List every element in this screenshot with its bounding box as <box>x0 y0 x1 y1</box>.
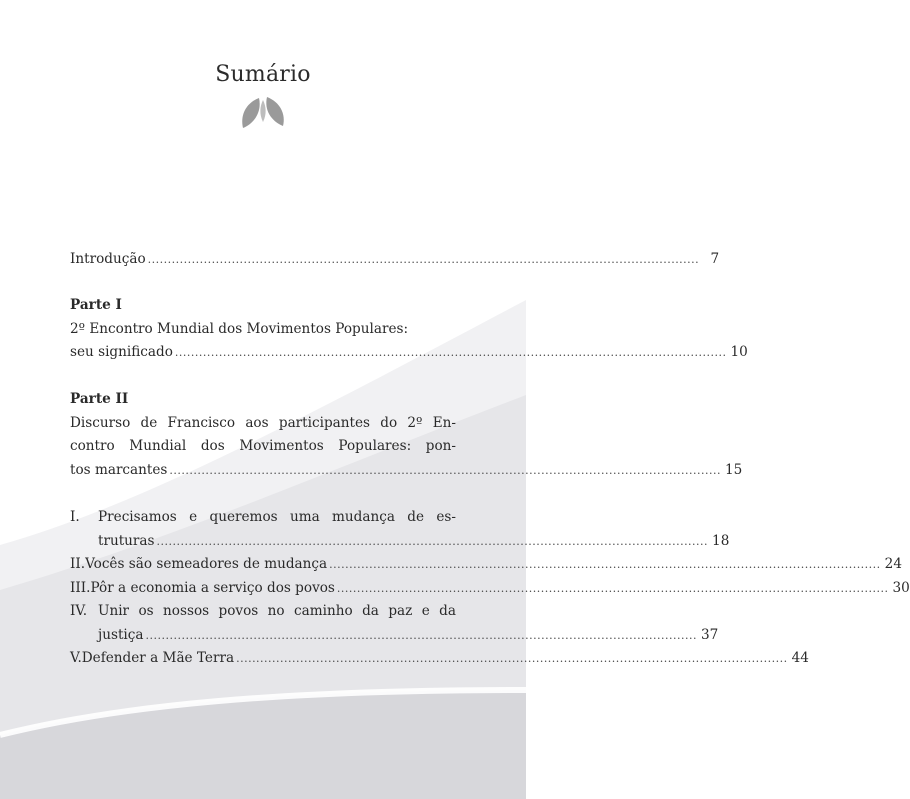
toc-item-line <box>70 506 456 530</box>
page-number: 15 <box>724 461 743 478</box>
toc-entry-item-4[interactable] <box>70 624 719 648</box>
entry-line: Precisamos e queremos uma mudança de es- <box>98 509 456 525</box>
page-number: 7 <box>710 251 720 267</box>
page-number: 44 <box>791 650 809 666</box>
entry-label: Vocês são semeadores de mudança <box>85 556 328 572</box>
entry-label: Defender a Mãe Terra <box>81 650 235 666</box>
toc-intro <box>70 248 720 272</box>
entry-line: Unir os nossos povos no caminho da paz e da <box>98 603 456 619</box>
part-heading: Parte I <box>70 297 122 313</box>
item-number: III. <box>70 579 91 596</box>
item-number: V. <box>70 650 82 666</box>
page-number: 10 <box>730 344 748 360</box>
toc-part-2 <box>70 388 743 482</box>
leader-dots: .......................................................................................................................................... <box>329 558 881 571</box>
leader-dots: .......................................................................................................................................... <box>147 253 700 266</box>
leader-dots: .......................................................................................................................................... <box>156 534 709 548</box>
page-number: 30 <box>892 579 910 596</box>
page-number: 18 <box>712 532 730 549</box>
item-number: I. <box>70 509 80 525</box>
toc-part-1 <box>70 294 748 365</box>
item-number: IV. <box>70 603 88 619</box>
page-number: 24 <box>884 556 902 572</box>
part-heading: Parte II <box>70 391 129 407</box>
leaves-icon <box>240 95 286 129</box>
leader-dots: .......................................................................................................................................... <box>336 581 889 595</box>
toc-entry-item-2[interactable] <box>70 553 902 577</box>
entry-label: truturas <box>98 532 155 549</box>
leader-dots: .......................................................................................................................................... <box>174 346 727 359</box>
toc-entry-part-1[interactable] <box>70 341 748 365</box>
entry-label: Pôr a economia a serviço dos povos <box>90 579 335 596</box>
leader-dots: .......................................................................................................................................... <box>169 463 721 477</box>
toc-entry-part-2[interactable] <box>70 459 743 483</box>
entry-label: Introdução <box>70 251 146 267</box>
leader-dots: .......................................................................................................................................... <box>236 652 788 665</box>
page-number: 37 <box>701 626 719 643</box>
entry-label: justiça <box>98 626 144 643</box>
toc-entry-item-3[interactable] <box>70 577 910 601</box>
toc-entry-intro[interactable] <box>70 248 720 272</box>
entry-line: contro Mundial dos Movimentos Populares: pon- <box>70 438 456 454</box>
toc-entry-item-1[interactable] <box>70 530 730 554</box>
entry-line: Discurso de Francisco aos participantes do 2º En- <box>70 414 456 431</box>
leader-dots: .......................................................................................................................................... <box>145 628 698 642</box>
entry-line: 2º Encontro Mundial dos Movimentos Populares: <box>70 320 409 337</box>
toc-items <box>70 506 910 671</box>
toc-item-line <box>70 600 456 624</box>
entry-label: tos marcantes <box>70 461 168 478</box>
entry-label: seu significado <box>70 344 173 360</box>
item-number: II. <box>70 556 86 572</box>
toc-entry-item-5[interactable] <box>70 647 809 671</box>
page-title: Sumário <box>215 62 311 87</box>
